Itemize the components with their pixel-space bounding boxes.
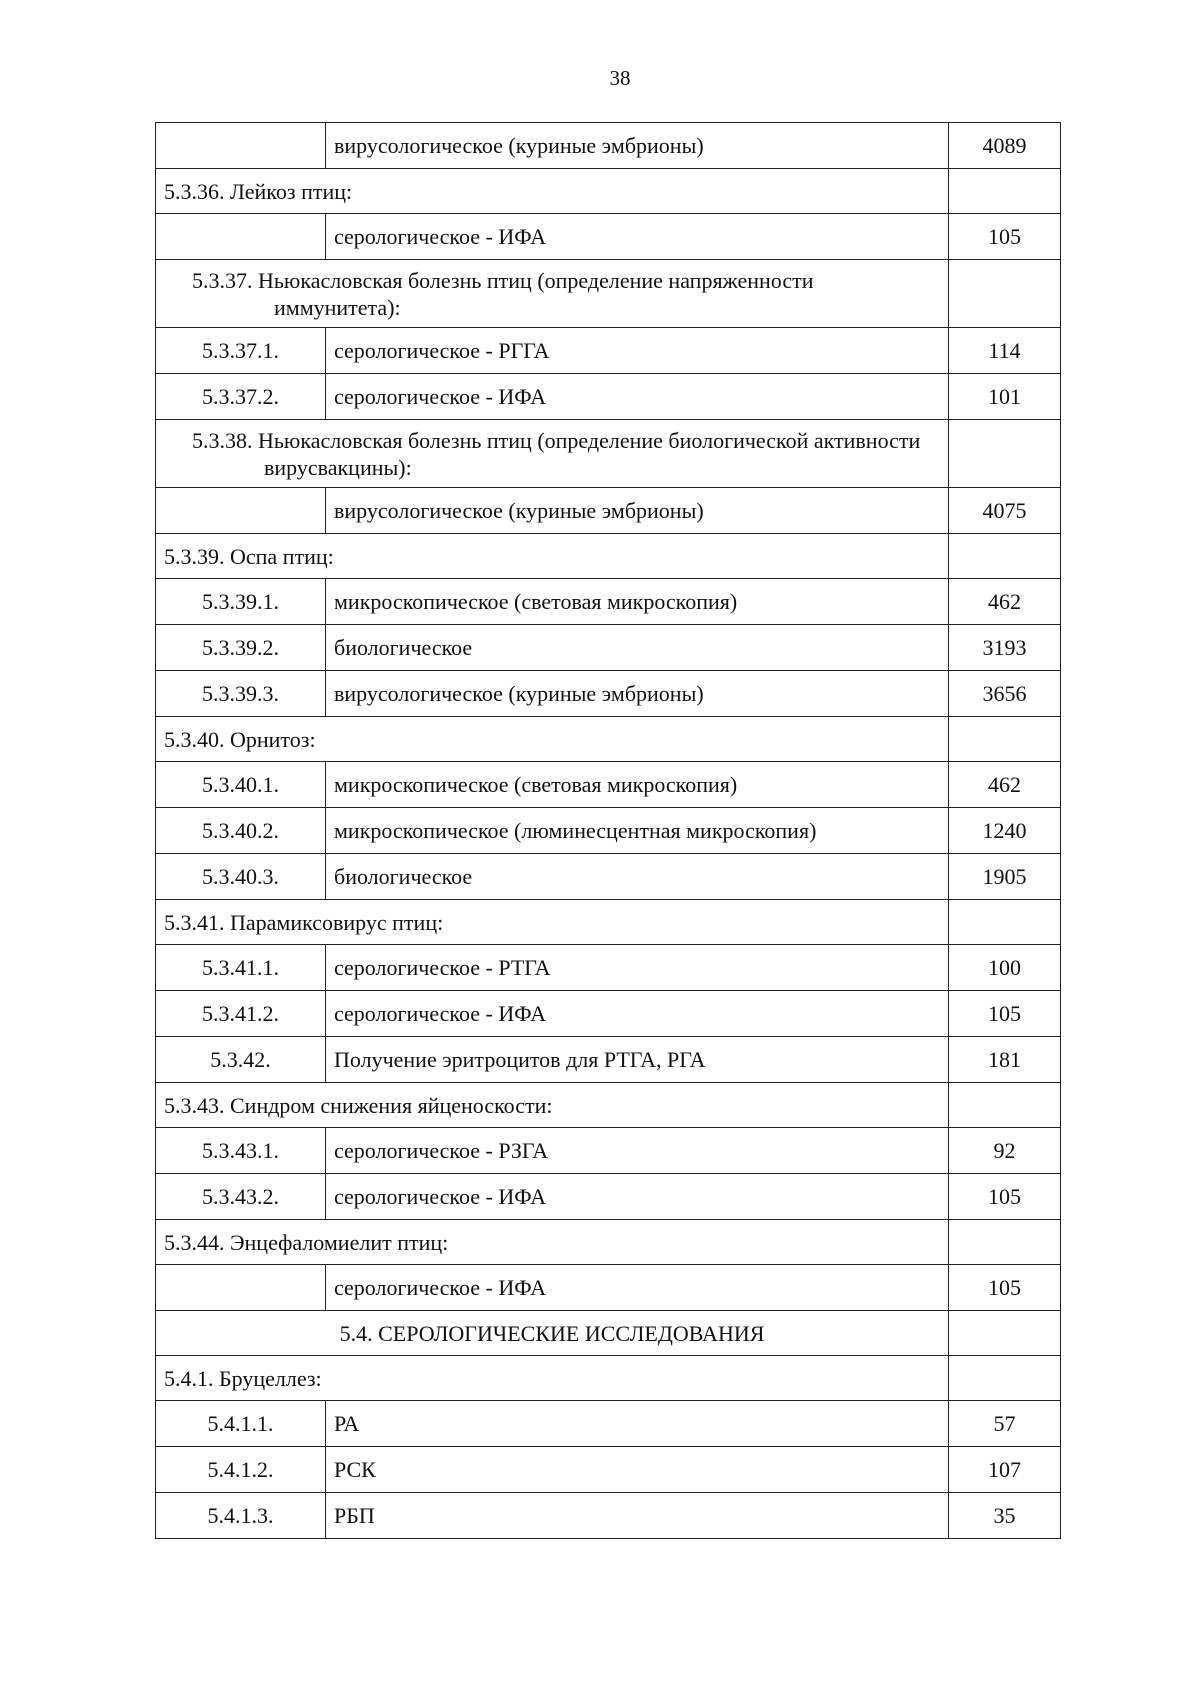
table-row <box>156 854 1061 900</box>
item-method: серологическое - ИФА <box>326 374 949 420</box>
table-row <box>156 1447 1061 1493</box>
item-price: 105 <box>949 991 1061 1037</box>
group-heading-row <box>156 1356 1061 1401</box>
group-heading-row <box>156 900 1061 945</box>
empty-price-cell <box>949 1220 1061 1265</box>
empty-price-cell <box>949 260 1061 328</box>
table-row <box>156 762 1061 808</box>
item-code: 5.4.1.3. <box>156 1493 326 1539</box>
price-table <box>155 122 1061 1539</box>
empty-price-cell <box>949 1356 1061 1401</box>
empty-price-cell <box>949 717 1061 762</box>
item-code: 5.3.41.2. <box>156 991 326 1037</box>
item-price: 57 <box>949 1401 1061 1447</box>
table-row <box>156 123 1061 169</box>
table-row <box>156 1265 1061 1311</box>
table-row <box>156 374 1061 420</box>
group-heading-row <box>156 1220 1061 1265</box>
item-method: микроскопическое (световая микроскопия) <box>326 579 949 625</box>
item-code: 5.3.41.1. <box>156 945 326 991</box>
page-number: 38 <box>609 66 631 90</box>
item-price: 1905 <box>949 854 1061 900</box>
group-heading-row <box>156 717 1061 762</box>
item-code: 5.3.40.2. <box>156 808 326 854</box>
group-heading: 5.4.1. Бруцеллез: <box>156 1356 949 1401</box>
item-price: 114 <box>949 328 1061 374</box>
item-method: серологическое - ИФА <box>326 1265 949 1311</box>
table-row <box>156 945 1061 991</box>
item-method: микроскопическое (световая микроскопия) <box>326 762 949 808</box>
group-heading-row <box>156 169 1061 214</box>
item-price: 105 <box>949 214 1061 260</box>
table-row <box>156 1401 1061 1447</box>
table-row <box>156 579 1061 625</box>
item-price: 92 <box>949 1128 1061 1174</box>
group-heading-row <box>156 260 1061 328</box>
item-method: РСК <box>326 1447 949 1493</box>
empty-price-cell <box>949 420 1061 488</box>
empty-price-cell <box>949 1311 1061 1356</box>
group-heading: 5.3.38. Ньюкасловская болезнь птиц (определение биологической активности вирусвакцины): <box>156 420 949 488</box>
item-code: 5.3.39.2. <box>156 625 326 671</box>
item-method: серологическое - РГГА <box>326 328 949 374</box>
item-price: 100 <box>949 945 1061 991</box>
item-method: серологическое - ИФА <box>326 1174 949 1220</box>
empty-price-cell <box>949 534 1061 579</box>
item-code: 5.3.39.3. <box>156 671 326 717</box>
item-method: РА <box>326 1401 949 1447</box>
item-method: РБП <box>326 1493 949 1539</box>
item-price: 107 <box>949 1447 1061 1493</box>
table-row <box>156 1128 1061 1174</box>
item-price: 105 <box>949 1174 1061 1220</box>
item-code: 5.3.43.2. <box>156 1174 326 1220</box>
item-code <box>156 123 326 169</box>
item-method: вирусологическое (куриные эмбрионы) <box>326 488 949 534</box>
item-price: 181 <box>949 1037 1061 1083</box>
group-heading: 5.3.41. Парамиксовирус птиц: <box>156 900 949 945</box>
group-heading-row <box>156 420 1061 488</box>
item-method: биологическое <box>326 625 949 671</box>
item-method: серологическое - РЗГА <box>326 1128 949 1174</box>
item-price: 101 <box>949 374 1061 420</box>
table-body <box>156 123 1061 1539</box>
group-heading: 5.3.44. Энцефаломиелит птиц: <box>156 1220 949 1265</box>
empty-price-cell <box>949 900 1061 945</box>
group-heading-row <box>156 1083 1061 1128</box>
group-heading: 5.3.37. Ньюкасловская болезнь птиц (определение напряженности иммунитета): <box>156 260 949 328</box>
table-row <box>156 1174 1061 1220</box>
empty-price-cell <box>949 1083 1061 1128</box>
table-row <box>156 991 1061 1037</box>
table-row <box>156 488 1061 534</box>
table-row <box>156 671 1061 717</box>
item-method: вирусологическое (куриные эмбрионы) <box>326 123 949 169</box>
item-method: микроскопическое (люминесцентная микроскопия) <box>326 808 949 854</box>
item-code: 5.3.37.2. <box>156 374 326 420</box>
item-price: 35 <box>949 1493 1061 1539</box>
item-code <box>156 214 326 260</box>
item-price: 3656 <box>949 671 1061 717</box>
item-method: биологическое <box>326 854 949 900</box>
table-row <box>156 808 1061 854</box>
table-row <box>156 214 1061 260</box>
group-heading: 5.3.39. Оспа птиц: <box>156 534 949 579</box>
item-code: 5.3.39.1. <box>156 579 326 625</box>
item-price: 4075 <box>949 488 1061 534</box>
item-price: 462 <box>949 579 1061 625</box>
item-price: 462 <box>949 762 1061 808</box>
item-code: 5.3.37.1. <box>156 328 326 374</box>
item-code <box>156 488 326 534</box>
item-price: 4089 <box>949 123 1061 169</box>
item-code: 5.3.40.1. <box>156 762 326 808</box>
group-heading: 5.3.36. Лейкоз птиц: <box>156 169 949 214</box>
table-row <box>156 1037 1061 1083</box>
table-row <box>156 1493 1061 1539</box>
item-price: 3193 <box>949 625 1061 671</box>
item-code <box>156 1265 326 1311</box>
item-price: 1240 <box>949 808 1061 854</box>
item-method: вирусологическое (куриные эмбрионы) <box>326 671 949 717</box>
group-heading: 5.3.43. Синдром снижения яйценоскости: <box>156 1083 949 1128</box>
section-title: 5.4. СЕРОЛОГИЧЕСКИЕ ИССЛЕДОВАНИЯ <box>156 1311 949 1356</box>
table-row <box>156 328 1061 374</box>
empty-price-cell <box>949 169 1061 214</box>
item-method: Получение эритроцитов для РТГА, РГА <box>326 1037 949 1083</box>
group-heading: 5.3.40. Орнитоз: <box>156 717 949 762</box>
section-row <box>156 1311 1061 1356</box>
item-method: серологическое - ИФА <box>326 991 949 1037</box>
item-code: 5.3.42. <box>156 1037 326 1083</box>
item-code: 5.4.1.1. <box>156 1401 326 1447</box>
group-heading-row <box>156 534 1061 579</box>
item-code: 5.3.40.3. <box>156 854 326 900</box>
item-method: серологическое - РТГА <box>326 945 949 991</box>
item-code: 5.4.1.2. <box>156 1447 326 1493</box>
table-row <box>156 625 1061 671</box>
item-price: 105 <box>949 1265 1061 1311</box>
item-code: 5.3.43.1. <box>156 1128 326 1174</box>
item-method: серологическое - ИФА <box>326 214 949 260</box>
